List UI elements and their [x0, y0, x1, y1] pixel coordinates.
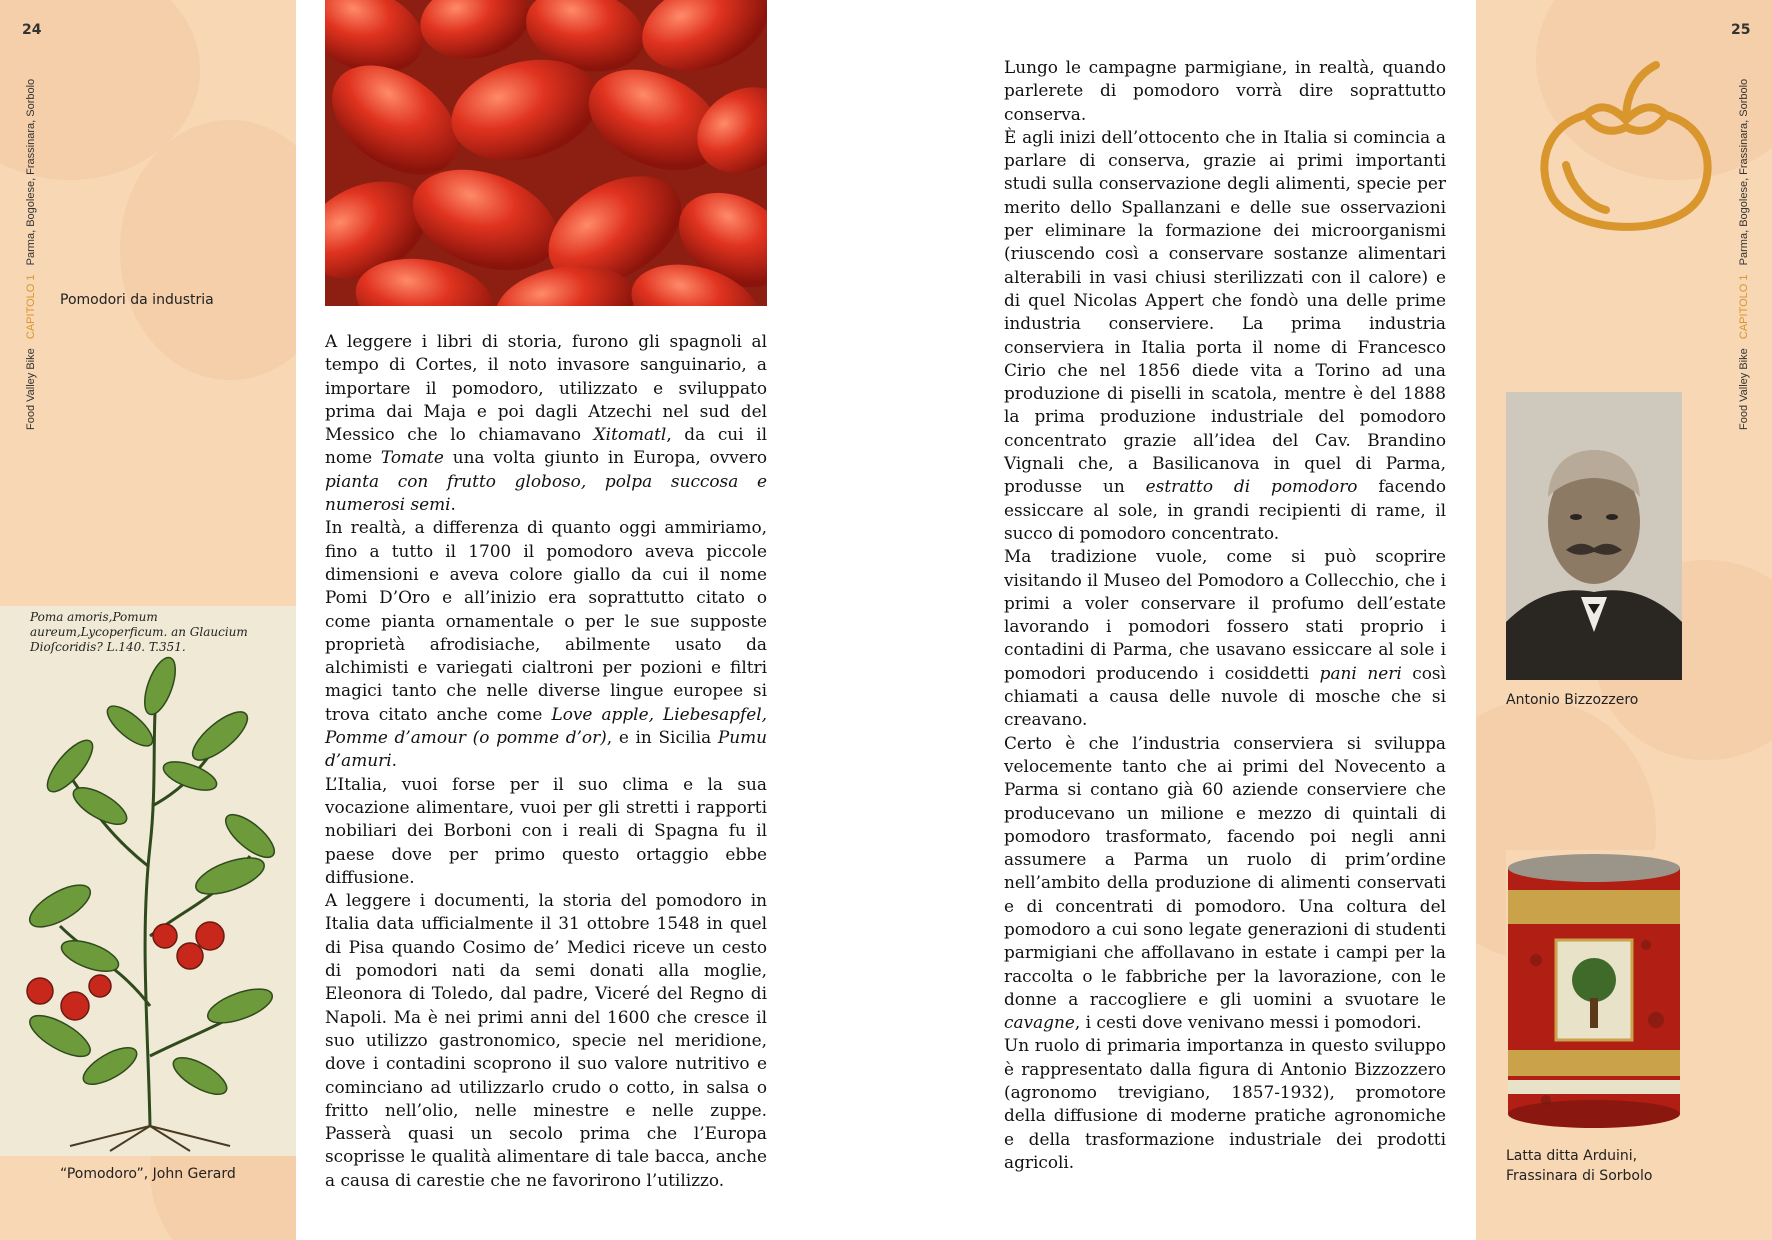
text-run: . — [391, 750, 397, 771]
right-margin-panel — [1476, 0, 1772, 1240]
right-column-paragraph — [1004, 1034, 1446, 1174]
italic-term: Love apple, Liebesapfel, Pomme d’amour (o pomme d’or) — [325, 703, 767, 748]
running-header-left: Food Valley Bike CAPITOLO 1 Parma, Bogolese, Frassinara, Sorbolo — [25, 78, 37, 430]
right-column-paragraph — [1004, 545, 1446, 731]
left-column-paragraph — [325, 889, 767, 1192]
italic-term: pani neri — [1319, 662, 1402, 683]
running-header-right: Food Valley Bike CAPITOLO 1 Parma, Bogolese, Frassinara, Sorbolo — [1738, 78, 1750, 430]
italic-term: Xitomatl — [593, 424, 667, 445]
text-run: Un ruolo di primaria importanza in questo sviluppo è rappresentato dalla figura di Antonio Bizzozzero (agronomo trevigiano, 1857-1932), promotore della diffusione di moderne pratiche agronomiche e della trasformazione industriale dei prodotti agricoli. — [1004, 1035, 1446, 1172]
caption-antonio-bizzozzero: Antonio Bizzozzero — [1506, 692, 1639, 708]
text-run: , da cui il nome — [325, 424, 767, 468]
text-run: L’Italia, vuoi forse per il suo clima e la sua vocazione alimentare, vuoi per gli stretti i rapporti nobiliari dei Borboni con i reali di Spagna fu il paese dove per primo questo ortaggio ebbe diffusione. — [325, 773, 767, 887]
italic-term: Tomate — [380, 447, 444, 468]
text-run: Lungo le campagne parmigiane, in realtà, quando parlerete di pomodoro vorrà dire soprattutto conserva. — [1004, 57, 1446, 124]
page-number-right: 25 — [1731, 22, 1751, 38]
left-column-paragraph — [325, 330, 767, 516]
text-run: una volta giunto in Europa, ovvero — [443, 447, 767, 468]
italic-term: cavagne — [1004, 1012, 1075, 1033]
text-column-left — [325, 330, 767, 1192]
text-run: Certo è che l’industria conserviera si sviluppa velocemente tanto che ai primi del Novecento a Parma si contano già 60 aziende conserviere che producevano un milione e mezzo di quintali di pomodoro trasformato, facendo poi negli anni assumere a Parma un ruolo di prim’ordine nell’ambito della produzione di alimenti conservati e di concentrati di pomodoro. Una coltura del pomodoro a cui sono legate generazioni di studenti parmigiani che affollavano in estate i campi per la raccolta o le fabbriche per la lavorazione, con le donne a raccogliere e gli uomini a svuotare le — [1004, 732, 1446, 1009]
tomatoes-photo — [325, 0, 767, 306]
text-run: A leggere i documenti, la storia del pomodoro in Italia data ufficialmente il 31 ottobre 1548 in quel di Pisa quando Cosimo de’ Medici riceve un cesto di pomodori nati da semi donati alla moglie, Eleonora di Toledo, dal padre, Viceré del Regno di Napoli. Ma è nei primi anni del 1600 che cresce il suo utilizzo gastronomico, specie nel meridione, dove i contadini scoprono il suo valore nutritivo e cominciano ad utilizzarlo crudo o cotto, in salsa o fritto nell’olio, nelle minestre e nelle zuppe. Passerà quasi un secolo prima che l’Europa scoprisse le qualità alimentare di tale bacca, anche a causa di carestie che ne favorirono l’utilizzo. — [325, 890, 767, 1190]
left-column-paragraph — [325, 773, 767, 889]
caption-industrial-tomatoes: Pomodori da industria — [60, 292, 214, 308]
text-run: , i cesti dove venivano messi i pomodori. — [1074, 1012, 1422, 1033]
italic-term: estratto di pomodoro — [1145, 476, 1358, 497]
caption-arduini-can: Latta ditta Arduini, Frassinara di Sorbolo — [1506, 1148, 1653, 1184]
portrait-antonio-bizzozzero — [1506, 392, 1682, 680]
herbal-illustration — [0, 606, 296, 1156]
right-column-paragraph — [1004, 126, 1446, 545]
text-run: Ma tradizione vuole, come si può scoprire visitando il Museo del Pomodoro a Collecchio, che i primi a voler conservare il profumo dell’estate lavorando i pomodori fossero stati proprio i contadini di Parma, che usavano essiccare al sole i pomodori producendo i cosiddetti — [1004, 546, 1446, 683]
italic-term: pianta con frutto globoso, polpa succosa e numerosi semi — [325, 470, 767, 515]
right-column-paragraph — [1004, 732, 1446, 1035]
text-run: È agli inizi dell’ottocento che in Italia si comincia a parlare di conserva, grazie ai primi importanti studi sulla conservazione degli alimenti, specie per merito dello Spallanzani e delle sue osservazioni per eliminare la formazione dei microorganismi (riuscendo così a conservare sostanze alimentari alterabili in vasi chiusi sterilizzati con il calore) e di quel Nicolas Appert che fondò una delle prime industria conserviere. La prima industria conserviera in Italia porta il nome di Francesco Cirio che nel 1856 diede vita a Torino ad una produzione di piselli in scatola, mentre è del 1888 la prima produzione industriale del pomodoro concentrato grazie all’idea del Cav. Brandino Vignali che, a Basilicanova in quel di Parma, produsse un — [1004, 126, 1446, 497]
page-number-left: 24 — [22, 22, 42, 38]
tomato-outline-icon — [1526, 55, 1726, 245]
herbal-caption-text: Poma amoris,Pomum aureum,Lycoperficum. an Glaucium Dioſcoridis? L.140. T.351. — [30, 610, 248, 654]
text-run: . — [450, 494, 456, 515]
left-margin-panel — [0, 0, 296, 1240]
text-run: In realtà, a differenza di quanto oggi ammiriamo, fino a tutto il 1700 il pomodoro aveva piccole dimensioni e aveva colore giallo da cui il nome Pomi D’Oro e all’inizio era soprattutto citato o come pianta ornamentale o per le sue supposte proprietà afrodisiache, abilmente usato da alchimisti e variegati cialtroni per pozioni e filtri magici tanto che nelle diverse lingue europee si trova citato anche come — [325, 517, 767, 724]
text-column-right — [1004, 56, 1446, 1174]
italic-term: Pumu d’amuri — [325, 727, 767, 771]
arduini-tin-can-photo — [1506, 850, 1682, 1132]
right-column-paragraph — [1004, 56, 1446, 126]
text-run: , e in Sicilia — [606, 727, 718, 748]
left-column-paragraph — [325, 516, 767, 772]
caption-john-gerard: “Pomodoro”, John Gerard — [60, 1166, 236, 1182]
text-run: così chiamati a causa delle nuvole di mosche che si creavano. — [1004, 662, 1446, 730]
text-run: A leggere i libri di storia, furono gli spagnoli al tempo di Cortes, il noto invasore sanguinario, a importare il pomodoro, utilizzato e sviluppato prima dai Maja e poi dagli Atzechi nel sud del Messico che lo chiamavano — [325, 331, 767, 445]
text-run: facendo essiccare al sole, in grandi recipienti di rame, il succo di pomodoro concentrato. — [1004, 476, 1447, 543]
